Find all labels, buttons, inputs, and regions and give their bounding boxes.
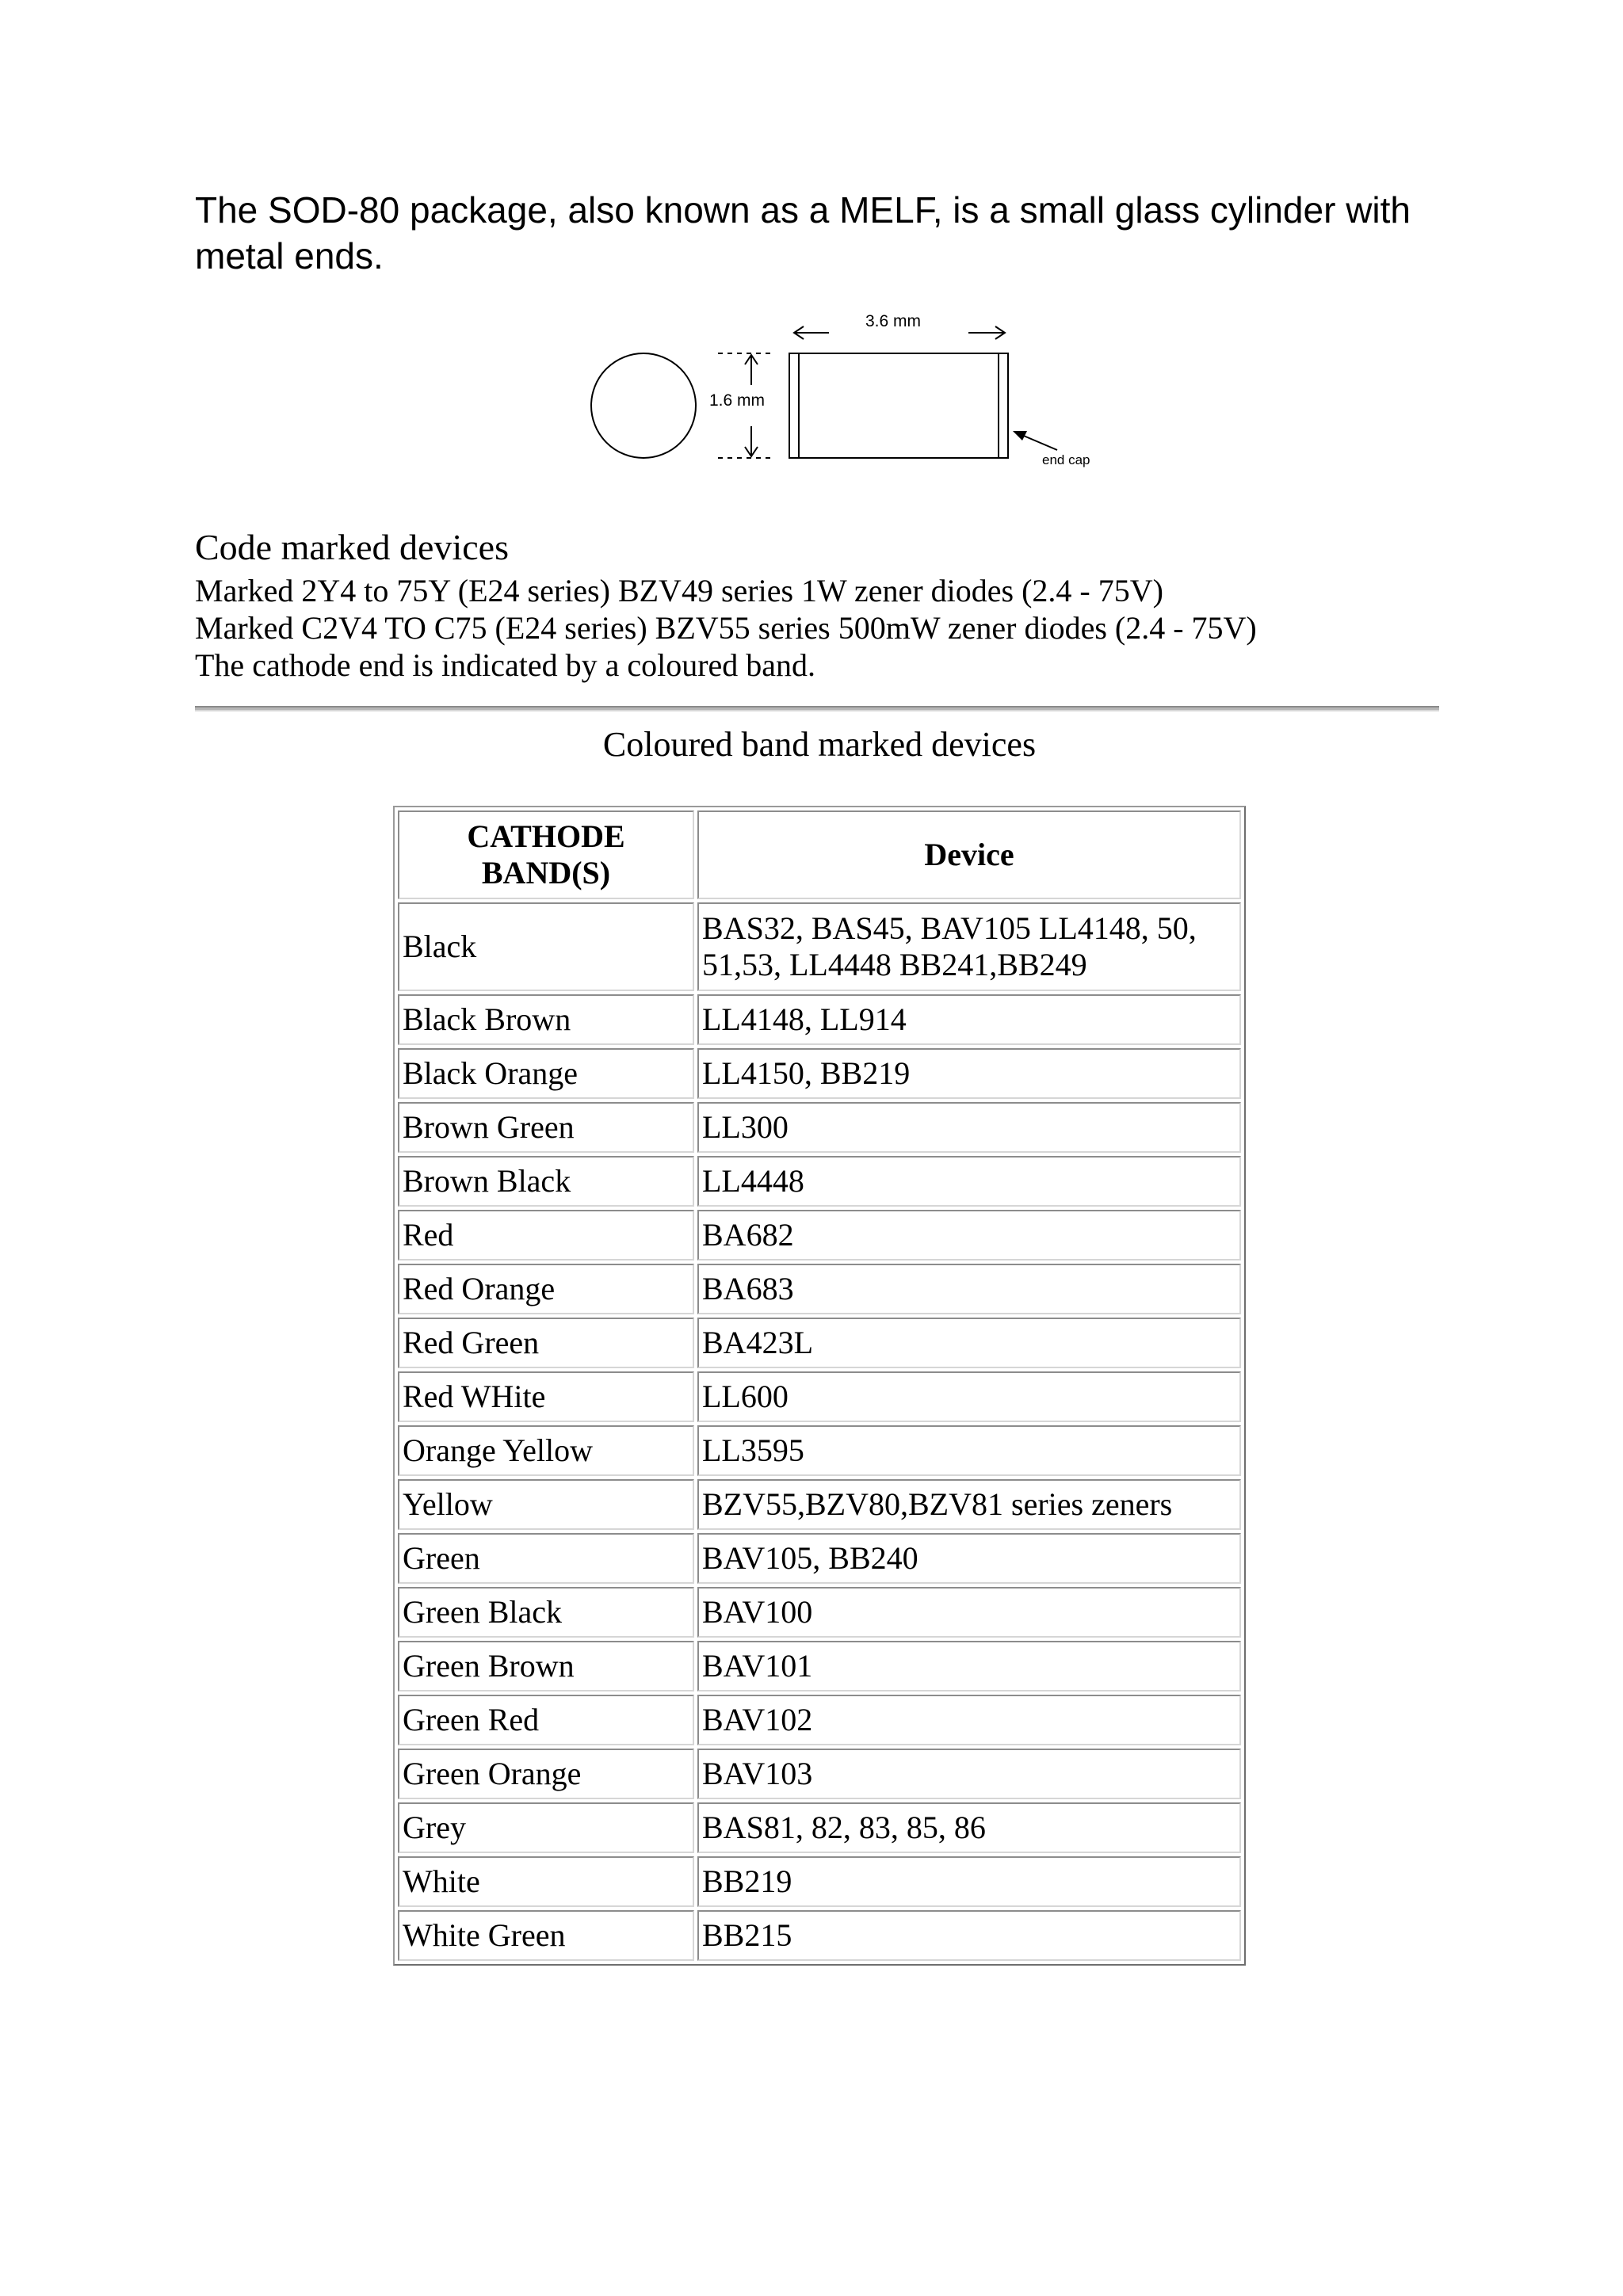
table-row	[398, 1425, 1241, 1476]
table-row	[398, 902, 1241, 991]
band-cell: Green Brown	[398, 1641, 694, 1691]
band-cell: Green Black	[398, 1587, 694, 1638]
length-label: 3.6 mm	[865, 312, 922, 330]
sod80-package-diagram	[579, 309, 1117, 475]
device-cell: BAV103	[697, 1749, 1241, 1799]
device-cell: BAS81, 82, 83, 85, 86	[697, 1802, 1241, 1853]
table-header-row	[398, 810, 1241, 899]
table-caption: Coloured band marked devices	[602, 725, 1037, 764]
code-line: The cathode end is indicated by a coloured band.	[195, 647, 816, 683]
end-cap-label: end cap	[1042, 452, 1090, 467]
device-cell: BZV55,BZV80,BZV81 series zeners	[697, 1479, 1241, 1530]
table-row	[398, 1587, 1241, 1638]
device-cell: LL300	[697, 1102, 1241, 1153]
device-cell: LL4150, BB219	[697, 1048, 1241, 1099]
band-cell: Orange Yellow	[398, 1425, 694, 1476]
table-row	[398, 994, 1241, 1045]
band-cell: Red Orange	[398, 1264, 694, 1314]
band-table	[395, 807, 1244, 1964]
horizontal-rule	[195, 706, 1439, 711]
band-cell: Brown Black	[398, 1156, 694, 1207]
intro-paragraph: The SOD-80 package, also known as a MELF, is a small glass cylinder with metal ends.	[195, 189, 1411, 277]
device-cell: BA423L	[697, 1318, 1241, 1368]
package-side-view-body	[789, 353, 1008, 458]
band-cell: White	[398, 1856, 694, 1907]
band-cell: Black Brown	[398, 994, 694, 1045]
band-cell: Green Orange	[398, 1749, 694, 1799]
table-row	[398, 1264, 1241, 1314]
device-cell: BB219	[697, 1856, 1241, 1907]
device-cell: BA682	[697, 1210, 1241, 1261]
band-cell: Red WHite	[398, 1371, 694, 1422]
table-row	[398, 1533, 1241, 1584]
package-end-view-circle	[591, 353, 696, 458]
table-row	[398, 1802, 1241, 1853]
device-cell: BAV100	[697, 1587, 1241, 1638]
table-row	[398, 1856, 1241, 1907]
table-row	[398, 1749, 1241, 1799]
band-table-body	[398, 902, 1241, 1961]
table-row	[398, 1210, 1241, 1261]
table-row	[398, 1156, 1241, 1207]
code-marked-lines	[195, 572, 1257, 684]
device-cell: LL3595	[697, 1425, 1241, 1476]
table-row	[398, 1371, 1241, 1422]
diameter-label: 1.6 mm	[709, 391, 766, 410]
device-cell: BAS32, BAS45, BAV105 LL4148, 50, 51,53, LL4448 BB241,BB249	[697, 902, 1241, 991]
table-row	[398, 1048, 1241, 1099]
code-line: Marked 2Y4 to 75Y (E24 series) BZV49 series 1W zener diodes (2.4 - 75V)	[195, 573, 1163, 608]
device-cell: LL4448	[697, 1156, 1241, 1207]
band-cell: Green	[398, 1533, 694, 1584]
band-table-frame	[393, 806, 1246, 1966]
band-cell: Brown Green	[398, 1102, 694, 1153]
device-cell: BAV102	[697, 1695, 1241, 1745]
header-device: Device	[697, 810, 1241, 899]
header-cathode-band: CATHODE BAND(S)	[398, 810, 694, 899]
band-cell: Red Green	[398, 1318, 694, 1368]
device-cell: BB215	[697, 1910, 1241, 1961]
device-cell: LL4148, LL914	[697, 994, 1241, 1045]
table-row	[398, 1910, 1241, 1961]
device-cell: BAV105, BB240	[697, 1533, 1241, 1584]
band-cell: Black Orange	[398, 1048, 694, 1099]
band-cell: Grey	[398, 1802, 694, 1853]
band-cell: Black	[398, 902, 694, 991]
band-cell: White Green	[398, 1910, 694, 1961]
table-row	[398, 1479, 1241, 1530]
code-marked-heading: Code marked devices	[195, 527, 509, 567]
table-row	[398, 1102, 1241, 1153]
table-row	[398, 1641, 1241, 1691]
device-cell: LL600	[697, 1371, 1241, 1422]
code-line: Marked C2V4 TO C75 (E24 series) BZV55 series 500mW zener diodes (2.4 - 75V)	[195, 610, 1257, 646]
table-row	[398, 1318, 1241, 1368]
band-cell: Red	[398, 1210, 694, 1261]
device-cell: BAV101	[697, 1641, 1241, 1691]
table-row	[398, 1695, 1241, 1745]
device-cell: BA683	[697, 1264, 1241, 1314]
band-cell: Green Red	[398, 1695, 694, 1745]
band-cell: Yellow	[398, 1479, 694, 1530]
